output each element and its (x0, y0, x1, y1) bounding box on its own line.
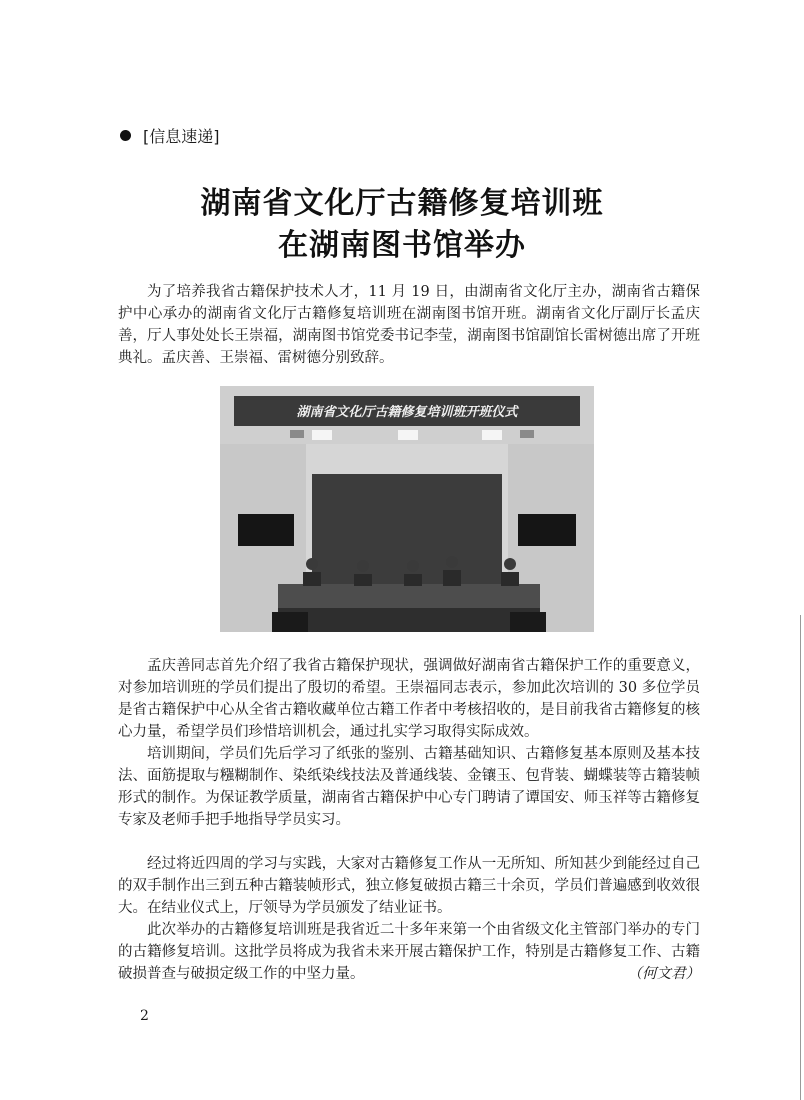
speaker-head (407, 560, 419, 572)
speaker-body (404, 574, 422, 586)
article-paragraph-1: 为了培养我省古籍保护技术人才，11 月 19 日，由湖南省文化厅主办，湖南省古籍保护中心承办的湖南省文化厅古籍修复培训班在湖南图书馆开班。湖南省文化厅副厅长孟庆善，厅人事处处长王崇福，湖南图书馆党委书记李莹，湖南图书馆副馆长雷树德出席了开班典礼。孟庆善、王崇福、雷树德分别致辞。 (118, 284, 700, 366)
article-paragraph-5 (118, 919, 700, 985)
page-edge-rule (800, 615, 801, 1100)
speaker-body (303, 572, 321, 586)
article-paragraph-5-text: 此次举办的古籍修复培训班是我省近二十多年来第一个由省级文化主管部门举办的专门的古籍修复培训。这批学员将成为我省未来开展古籍保护工作，特别是古籍修复工作、古籍破损普查与破损定级工作的中坚力量。 (118, 922, 700, 982)
article-paragraph-3: 培训期间，学员们先后学习了纸张的鉴别、古籍基础知识、古籍修复基本原则及基本技法、面筋提取与糨糊制作、染纸染线技法及普通线装、金镶玉、包背装、蝴蝶装等古籍装帧形式的制作。为保证教学质量，湖南省古籍保护中心专门聘请了谭国安、师玉祥等古籍修复专家及老师手把手地指导学员实习。 (118, 746, 700, 828)
bullet-icon (120, 130, 131, 141)
article-title-line1: 湖南省文化厅古籍修复培训班 (200, 186, 604, 221)
article-title-line2: 在湖南图书馆举办 (278, 228, 526, 263)
ceiling-light (398, 430, 418, 440)
speaker-head (306, 558, 318, 570)
article-paragraph-4: 经过将近四周的学习与实践，大家对古籍修复工作从一无所知、所知甚少到能经过自己的双手制作出三到五种古籍装帧形式，独立修复破损古籍三十余页，学员们普遍感到收效很大。在结业仪式上，厅领导为学员颁发了结业证书。 (118, 856, 700, 916)
speaker-box (510, 612, 546, 632)
speaker-head (357, 560, 369, 572)
speaker-body (354, 574, 372, 586)
page-number: 2 (140, 1008, 149, 1024)
speaker-box (272, 612, 308, 632)
left-monitor (238, 514, 294, 546)
speaker-body (443, 570, 461, 586)
ceiling-light (482, 430, 502, 440)
speaker-head (504, 558, 516, 570)
section-tag-label: [信息速递] (143, 127, 220, 146)
article-author: （何文君） (627, 966, 700, 982)
podium-table-skirt (278, 608, 540, 632)
ceiling-vent (290, 430, 304, 438)
ceiling-light (312, 430, 332, 440)
speaker-body (501, 572, 519, 586)
event-photo (220, 386, 594, 632)
article-paragraph-2: 孟庆善同志首先介绍了我省古籍保护现状，强调做好湖南省古籍保护工作的重要意义，对参加培训班的学员们提出了殷切的希望。王崇福同志表示，参加此次培训的 30 多位学员是省古籍保护中心从全省古籍收藏单位古籍工作者中考核招收的，是目前我省古籍修复的核心力量，希望学员们珍惜培训机会，通过扎实学习取得实际成效。 (118, 658, 700, 740)
section-tag (120, 124, 220, 147)
ceiling-vent (520, 430, 534, 438)
speaker-head (446, 556, 458, 568)
photo-banner-text: 湖南省文化厅古籍修复培训班开班仪式 (296, 405, 518, 420)
right-monitor (518, 514, 576, 546)
